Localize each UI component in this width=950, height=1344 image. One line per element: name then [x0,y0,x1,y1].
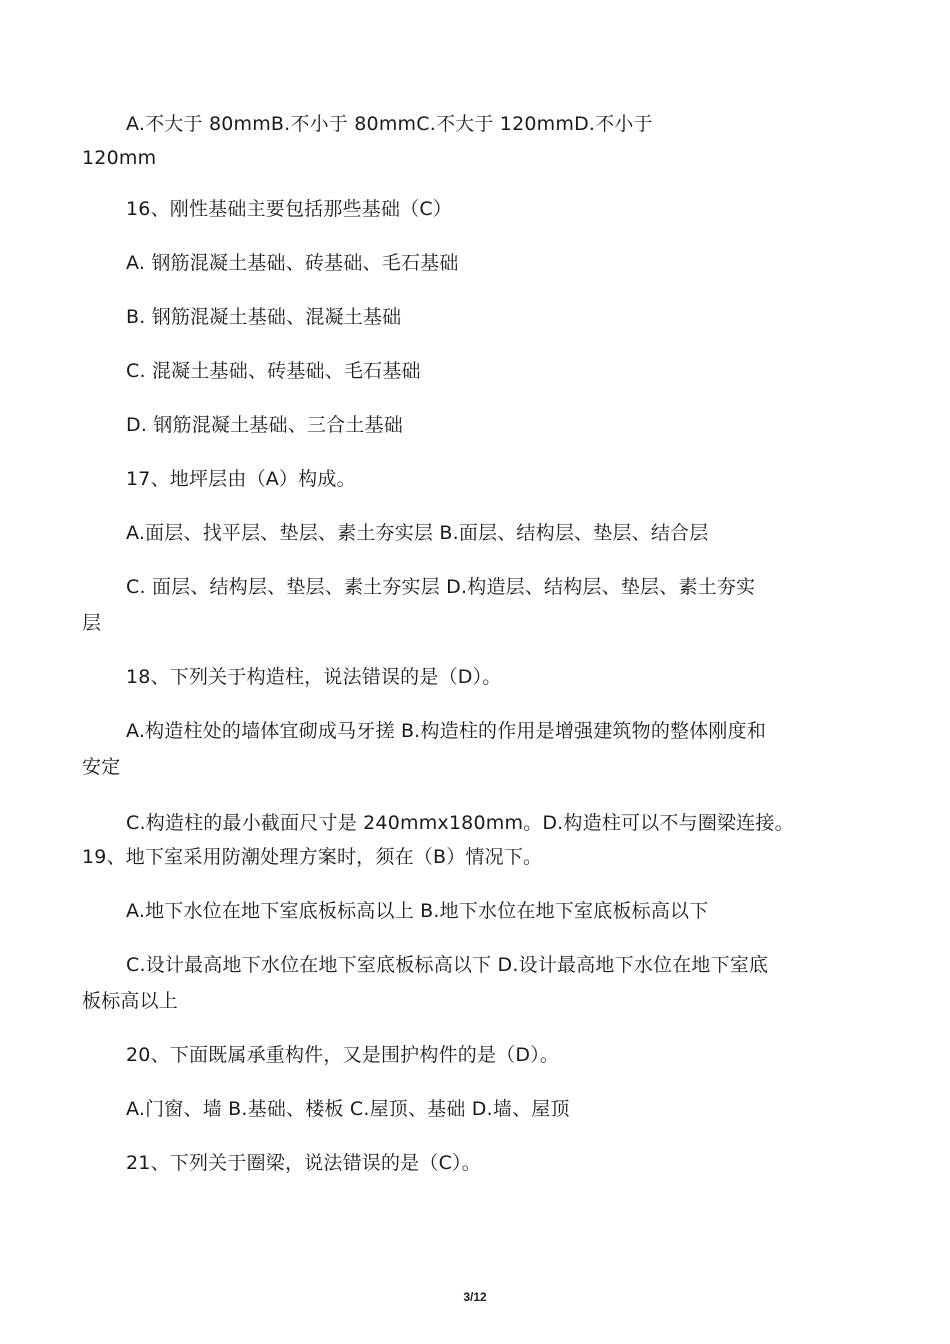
option-19-cd-cont: 板标高以上 [82,990,179,1012]
question-18: 18、下列关于构造柱，说法错误的是（D）。 [126,666,502,688]
option-17-cd-cont: 层 [82,612,102,634]
question-17: 17、地坪层由（A）构成。 [126,468,356,490]
question-16: 16、刚性基础主要包括那些基础（C） [126,198,453,220]
option-line-15-cont: 120mm [82,147,157,169]
option-20: A.门窗、墙 B.基础、楼板 C.屋顶、基础 D.墙、屋顶 [126,1098,570,1120]
question-21: 21、下列关于圈梁，说法错误的是（C）。 [126,1152,481,1174]
option-16-c: C. 混凝土基础、砖基础、毛石基础 [126,360,421,382]
option-19-cd: C.设计最高地下水位在地下室底板标高以下 D.设计最高地下水位在地下室底 [126,954,769,976]
option-16-a: A. 钢筋混凝土基础、砖基础、毛石基础 [126,252,459,274]
option-17-ab: A.面层、找平层、垫层、素土夯实层 B.面层、结构层、垫层、结合层 [126,522,709,544]
option-17-cd: C. 面层、结构层、垫层、素土夯实层 D.构造层、结构层、垫层、素土夯实 [126,576,756,598]
question-20: 20、下面既属承重构件，又是围护构件的是（D）。 [126,1044,560,1066]
option-18-cd: C.构造柱的最小截面尺寸是 240mmx180mm。D.构造柱可以不与圈梁连接。 [126,812,794,834]
option-18-ab: A.构造柱处的墙体宜砌成马牙搓 B.构造柱的作用是增强建筑物的整体刚度和 [126,720,767,742]
option-16-b: B. 钢筋混凝土基础、混凝土基础 [126,306,402,328]
page-number: 3/12 [463,1290,487,1304]
question-19: 19、地下室采用防潮处理方案时，须在（B）情况下。 [82,846,543,868]
option-18-ab-cont: 安定 [82,756,121,778]
option-line-15: A.不大于 80mmB.不小于 80mmC.不大于 120mmD.不小于 [126,113,653,135]
option-16-d: D. 钢筋混凝土基础、三合土基础 [126,414,403,436]
option-19-ab: A.地下水位在地下室底板标高以上 B.地下水位在地下室底板标高以下 [126,900,709,922]
